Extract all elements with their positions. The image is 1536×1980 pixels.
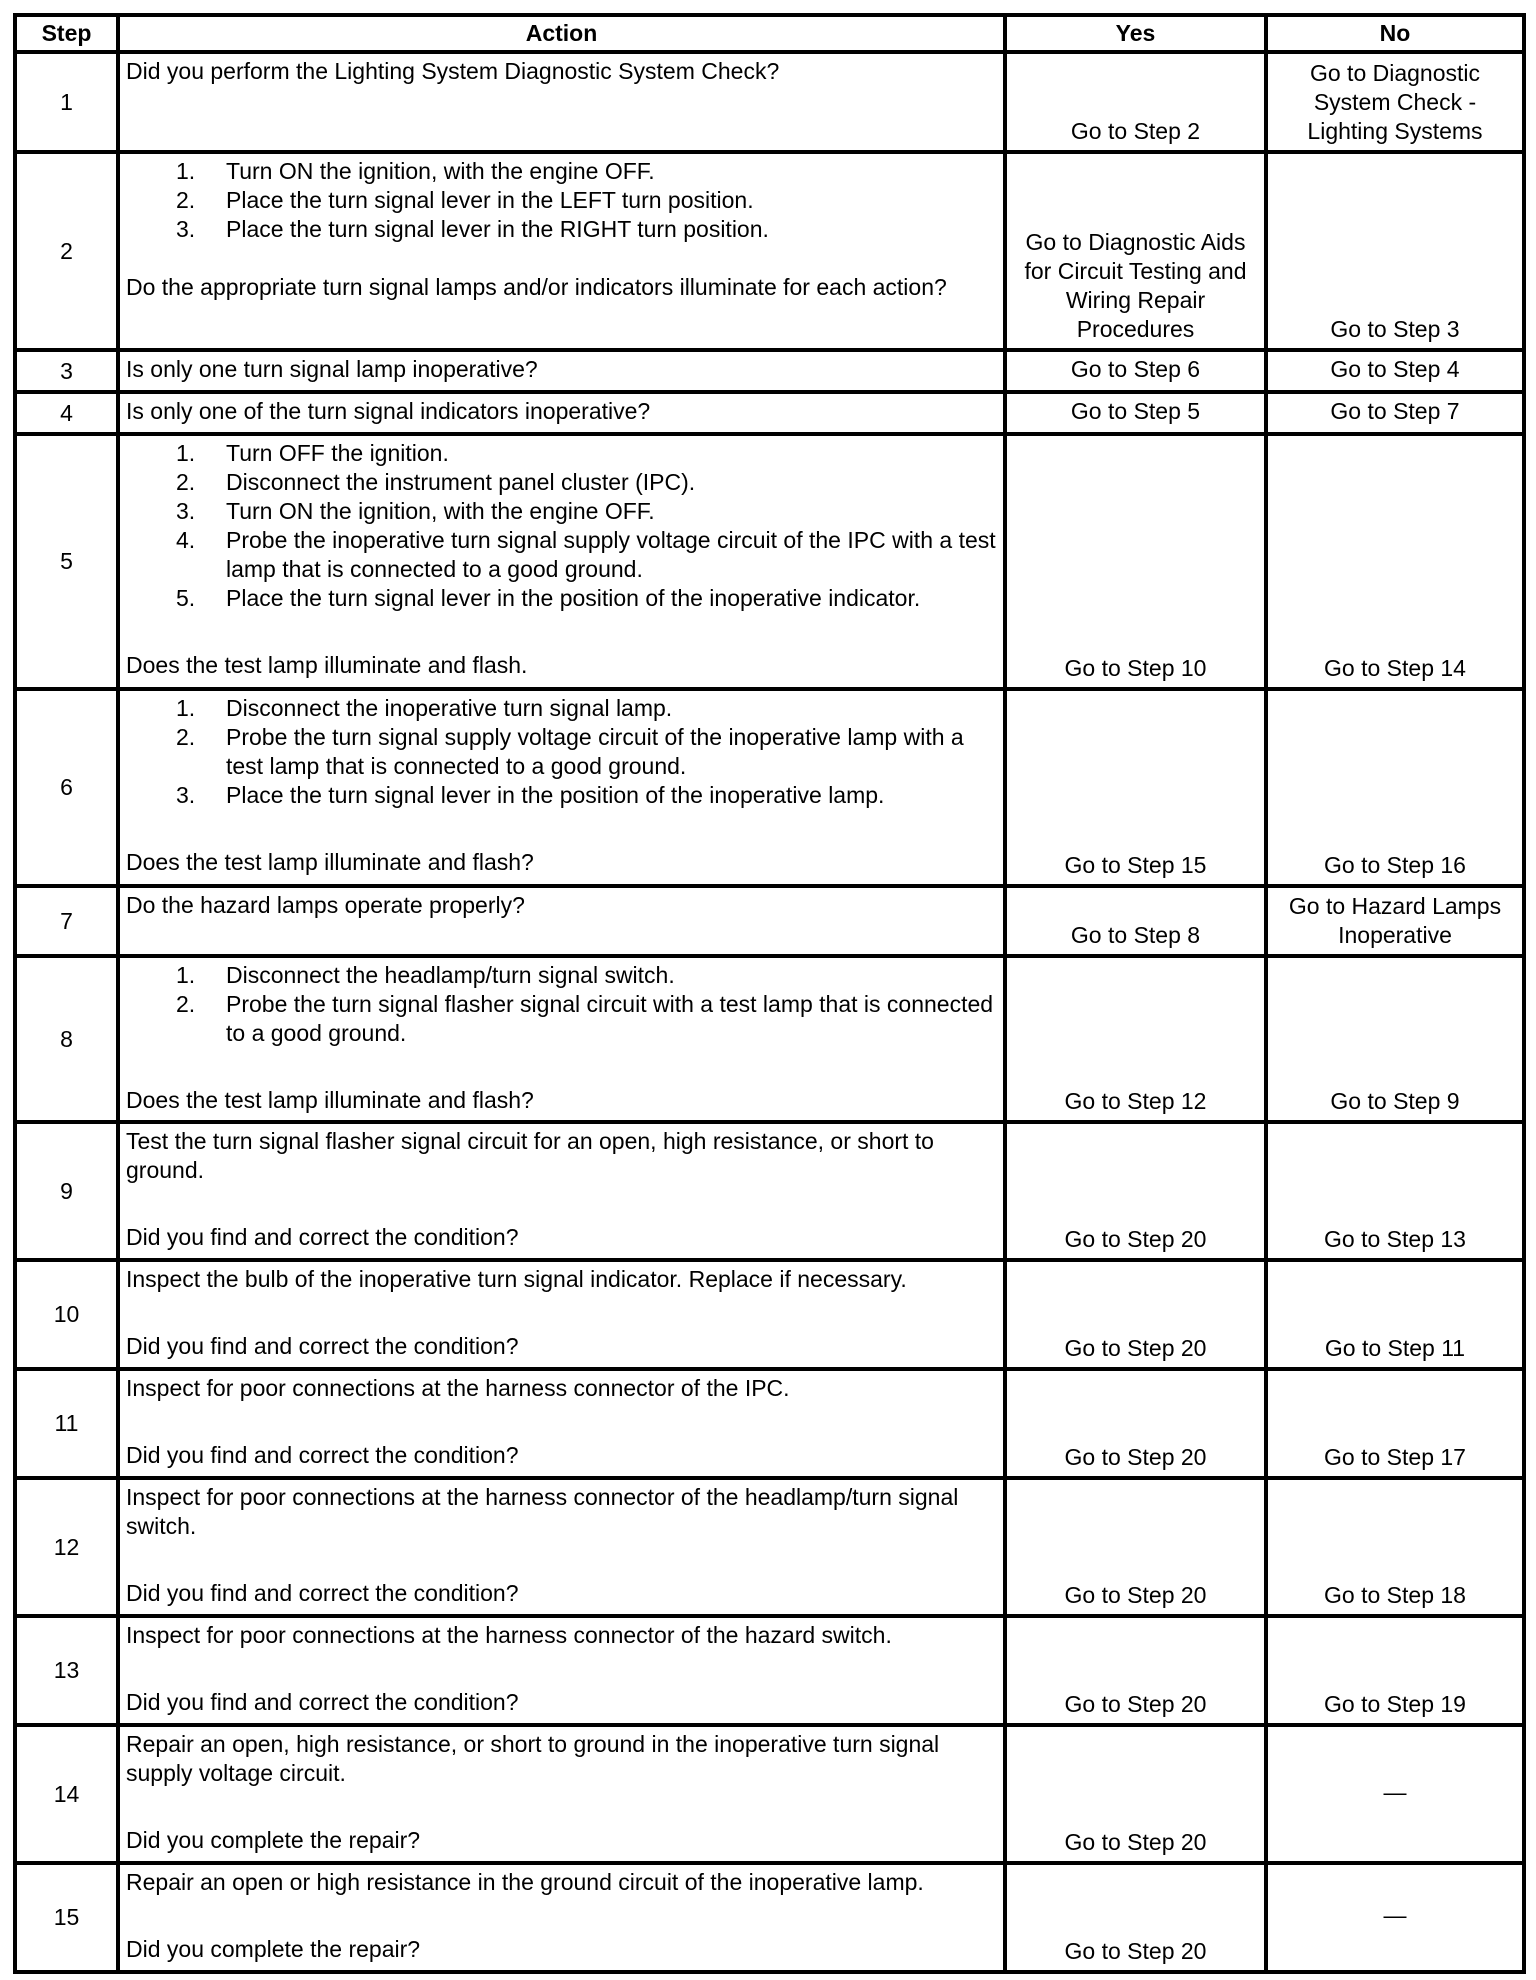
action-question: Did you find and correct the condition? [126, 1442, 519, 1468]
yes-result: Go to Step 15 [1005, 689, 1266, 886]
action-cell [118, 1122, 1005, 1260]
action-question: Did you find and correct the condition? [126, 1689, 519, 1715]
step-number: 15 [15, 1863, 118, 1972]
header-step: Step [15, 15, 118, 52]
table-row [15, 350, 1524, 392]
step-number: 10 [15, 1260, 118, 1369]
list-item: 1. Turn ON the ignition, with the engine OFF. [176, 158, 655, 184]
no-result: Go to Step 4 [1266, 350, 1524, 392]
action-text: Inspect for poor connections at the harness connector of the IPC. [126, 1375, 790, 1401]
no-result: Go to Step 16 [1266, 689, 1524, 886]
step-number: 5 [15, 434, 118, 689]
table-row [15, 1122, 1524, 1260]
action-question: Did you complete the repair? [126, 1827, 421, 1853]
yes-result: Go to Step 6 [1005, 350, 1266, 392]
table-row [15, 886, 1524, 956]
action-cell [118, 1260, 1005, 1369]
list-item: 2. Probe the turn signal supply voltage circuit of the inoperative lamp with a test lamp that is connected to a good ground. [176, 724, 964, 779]
list-item: 5. Place the turn signal lever in the position of the inoperative indicator. [176, 585, 921, 611]
action-cell [118, 1725, 1005, 1863]
action-cell [118, 886, 1005, 956]
no-result: Go to Step 19 [1266, 1616, 1524, 1725]
table-row [15, 1725, 1524, 1863]
step-number: 11 [15, 1369, 118, 1478]
yes-result: Go to Step 8 [1005, 886, 1266, 956]
action-text: Repair an open, high resistance, or short to ground in the inoperative turn signal supply voltage circuit. [126, 1731, 940, 1786]
no-result-dash: — [1266, 1863, 1524, 1972]
action-text: Test the turn signal flasher signal circuit for an open, high resistance, or short to ground. [126, 1128, 934, 1183]
table-row [15, 1369, 1524, 1478]
yes-result: Go to Step 2 [1005, 52, 1266, 152]
no-result: Go to Hazard Lamps Inoperative [1266, 886, 1524, 956]
no-result: Go to Step 18 [1266, 1478, 1524, 1616]
table-row [15, 1863, 1524, 1972]
yes-result: Go to Step 20 [1005, 1122, 1266, 1260]
step-number: 4 [15, 392, 118, 434]
yes-result: Go to Step 5 [1005, 392, 1266, 434]
yes-result: Go to Step 20 [1005, 1478, 1266, 1616]
table-row [15, 1478, 1524, 1616]
action-text: Is only one turn signal lamp inoperative? [126, 356, 538, 382]
table-row [15, 1260, 1524, 1369]
header-action: Action [118, 15, 1005, 52]
table-row [15, 689, 1524, 886]
list-item: 3. Turn ON the ignition, with the engine OFF. [176, 498, 655, 524]
yes-result: Go to Diagnostic Aids for Circuit Testing and Wiring Repair Procedures [1005, 152, 1266, 350]
action-cell [118, 152, 1005, 350]
action-question: Does the test lamp illuminate and flash? [126, 1087, 534, 1113]
table-row [15, 434, 1524, 689]
yes-result: Go to Step 20 [1005, 1616, 1266, 1725]
action-cell [118, 689, 1005, 886]
list-item: 1. Turn OFF the ignition. [176, 440, 449, 466]
action-cell [118, 1616, 1005, 1725]
yes-result: Go to Step 20 [1005, 1725, 1266, 1863]
step-number: 6 [15, 689, 118, 886]
action-text: Repair an open or high resistance in the ground circuit of the inoperative lamp. [126, 1869, 924, 1895]
step-number: 14 [15, 1725, 118, 1863]
action-cell [118, 350, 1005, 392]
action-question: Did you find and correct the condition? [126, 1224, 519, 1250]
list-item: 4. Probe the inoperative turn signal supply voltage circuit of the IPC with a test lamp that is connected to a good ground. [176, 527, 996, 582]
action-question: Does the test lamp illuminate and flash. [126, 652, 528, 678]
yes-result: Go to Step 20 [1005, 1863, 1266, 1972]
no-result: Go to Step 7 [1266, 392, 1524, 434]
action-text: Inspect for poor connections at the harness connector of the hazard switch. [126, 1622, 892, 1648]
table-row [15, 152, 1524, 350]
action-question: Do the appropriate turn signal lamps and/or indicators illuminate for each action? [126, 274, 947, 300]
action-cell [118, 434, 1005, 689]
step-number: 7 [15, 886, 118, 956]
header-yes: Yes [1005, 15, 1266, 52]
procedure-list [126, 961, 997, 1048]
action-cell [118, 1369, 1005, 1478]
yes-result: Go to Step 12 [1005, 956, 1266, 1122]
procedure-list [126, 694, 997, 810]
list-item: 3. Place the turn signal lever in the position of the inoperative lamp. [176, 782, 885, 808]
list-item: 1. Disconnect the headlamp/turn signal switch. [176, 962, 675, 988]
step-number: 3 [15, 350, 118, 392]
action-question: Did you complete the repair? [126, 1936, 421, 1962]
no-result: Go to Step 3 [1266, 152, 1524, 350]
no-result: Go to Step 14 [1266, 434, 1524, 689]
action-cell [118, 1863, 1005, 1972]
header-no: No [1266, 15, 1524, 52]
action-question: Did you find and correct the condition? [126, 1333, 519, 1359]
action-cell [118, 956, 1005, 1122]
no-result: Go to Step 13 [1266, 1122, 1524, 1260]
step-number: 8 [15, 956, 118, 1122]
yes-result: Go to Step 10 [1005, 434, 1266, 689]
no-result: Go to Step 11 [1266, 1260, 1524, 1369]
list-item: 3. Place the turn signal lever in the RIGHT turn position. [176, 216, 769, 242]
no-result: Go to Step 17 [1266, 1369, 1524, 1478]
step-number: 13 [15, 1616, 118, 1725]
table-row [15, 956, 1524, 1122]
step-number: 2 [15, 152, 118, 350]
table-row [15, 1616, 1524, 1725]
action-text: Is only one of the turn signal indicators inoperative? [126, 398, 651, 424]
yes-result: Go to Step 20 [1005, 1260, 1266, 1369]
action-cell [118, 52, 1005, 152]
action-question: Does the test lamp illuminate and flash? [126, 849, 534, 875]
no-result-dash: — [1266, 1725, 1524, 1863]
action-text: Inspect the bulb of the inoperative turn signal indicator. Replace if necessary. [126, 1266, 907, 1292]
diagnostic-table [13, 13, 1526, 1974]
list-item: 1. Disconnect the inoperative turn signal lamp. [176, 695, 673, 721]
list-item: 2. Place the turn signal lever in the LEFT turn position. [176, 187, 754, 213]
no-result: Go to Diagnostic System Check - Lighting Systems [1266, 52, 1524, 152]
action-cell [118, 392, 1005, 434]
list-item: 2. Probe the turn signal flasher signal circuit with a test lamp that is connected to a good ground. [176, 991, 994, 1046]
action-text: Inspect for poor connections at the harness connector of the headlamp/turn signal switch. [126, 1484, 959, 1539]
step-number: 12 [15, 1478, 118, 1616]
action-text: Did you perform the Lighting System Diagnostic System Check? [126, 58, 780, 84]
step-number: 1 [15, 52, 118, 152]
table-row [15, 52, 1524, 152]
table-row [15, 392, 1524, 434]
table-header-row [15, 15, 1524, 52]
action-text: Do the hazard lamps operate properly? [126, 892, 525, 918]
action-question: Did you find and correct the condition? [126, 1580, 519, 1606]
step-number: 9 [15, 1122, 118, 1260]
action-cell [118, 1478, 1005, 1616]
list-item: 2. Disconnect the instrument panel cluster (IPC). [176, 469, 696, 495]
no-result: Go to Step 9 [1266, 956, 1524, 1122]
yes-result: Go to Step 20 [1005, 1369, 1266, 1478]
procedure-list [126, 157, 997, 244]
procedure-list [126, 439, 997, 613]
